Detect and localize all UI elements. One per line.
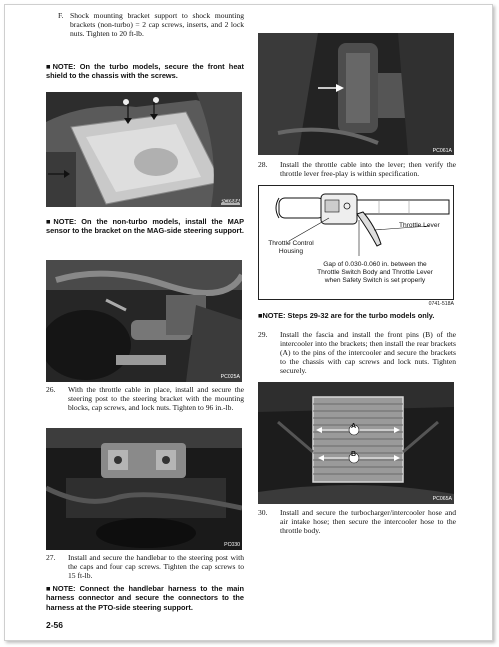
photo-intercooler — [258, 382, 454, 504]
label-gap-specification: Gap of 0.030-0.060 in. between the Throttle Switch Body and Throttle Lever when Safety Switch is set properly — [317, 261, 433, 284]
step-29-number: 29. — [258, 330, 268, 339]
note-steps-turbo: ■NOTE: Steps 29-32 are for the turbo models only. — [258, 311, 435, 320]
map-sensor-illustration — [46, 260, 242, 382]
step-29 — [258, 330, 456, 378]
handlebar-illustration — [46, 428, 242, 550]
step-28-number: 28. — [258, 160, 268, 169]
step-26 — [46, 385, 244, 427]
note-turbo-heat-shield: ■NOTE: On the turbo models, secure the front heat shield to the chassis with the screws. — [46, 62, 244, 81]
step-f-text: Shock mounting bracket support to shock mounting brackets (non-turbo) = 2 cap screws, inserts, and 2 lock nuts. Tighten to 20 ft-lb. — [70, 11, 244, 38]
step-28-text: Install the throttle cable into the lever; then verify the throttle lever free-play is within specification. — [280, 160, 456, 178]
note-map-sensor: ■NOTE: On the non-turbo models, install the MAP sensor to the bracket on the MAG-side steering support. — [46, 217, 244, 236]
photo-handlebar — [46, 428, 242, 550]
photo-code-pc030: PC030 — [224, 542, 240, 548]
step-30-text: Install and secure the turbocharger/intercooler hose and air intake hose; then secure the intercooler hose to the throttle body. — [280, 508, 456, 535]
photo-code-pc065a: PC065A — [432, 496, 452, 502]
photo-map-sensor — [46, 260, 242, 382]
step-30 — [258, 508, 456, 538]
step-27-number: 27. — [46, 553, 56, 562]
step-27-text: Install and secure the handlebar to the steering post with the caps and four cap screws. Tighten the cap screws to 15 ft-lb. — [68, 553, 244, 580]
note-handlebar-harness: ■NOTE: Connect the handlebar harness to the main harness connector and secure the connectors to the harness at the PTO-side steering support. — [46, 584, 244, 612]
intercooler-label-a: A — [351, 423, 357, 430]
intercooler-illustration — [258, 382, 454, 504]
heat-shield-illustration — [46, 92, 242, 207]
diagram-code: 0741-518A — [428, 301, 454, 307]
step-28 — [258, 160, 456, 180]
photo-code-pc061a: PC061A — [432, 148, 452, 154]
photo-throttle-cable — [258, 33, 454, 155]
throttle-cable-illustration — [258, 33, 454, 155]
step-26-text: With the throttle cable in place, install and secure the steering post to the steering bracket with the mounting blocks, cap screws, and lock nuts. Tighten to 96 in.-lb. — [68, 385, 244, 412]
step-26-number: 26. — [46, 385, 56, 394]
step-30-number: 30. — [258, 508, 268, 517]
intercooler-label-b: B — [351, 451, 357, 458]
step-f-letter: F. — [58, 11, 64, 20]
step-f — [46, 11, 244, 51]
label-throttle-lever: Throttle Lever — [399, 222, 440, 229]
photo-code-pc025a: PC025A — [220, 374, 240, 380]
photo-front-heat-shield — [46, 92, 242, 207]
throttle-diagram — [258, 185, 454, 300]
photo-code-pc058a: PC058A — [220, 199, 240, 205]
step-29-text: Install the fascia and install the front pins (B) of the intercooler into the brackets; then install the rear brackets (A) to the pins of the intercooler and secure the brackets to the chassis with cap screws and lock nuts. Tighten securely. — [280, 330, 456, 375]
label-throttle-control-housing: Throttle Control Housing — [268, 240, 314, 255]
page-number: 2-56 — [46, 620, 64, 630]
step-27 — [46, 553, 244, 583]
